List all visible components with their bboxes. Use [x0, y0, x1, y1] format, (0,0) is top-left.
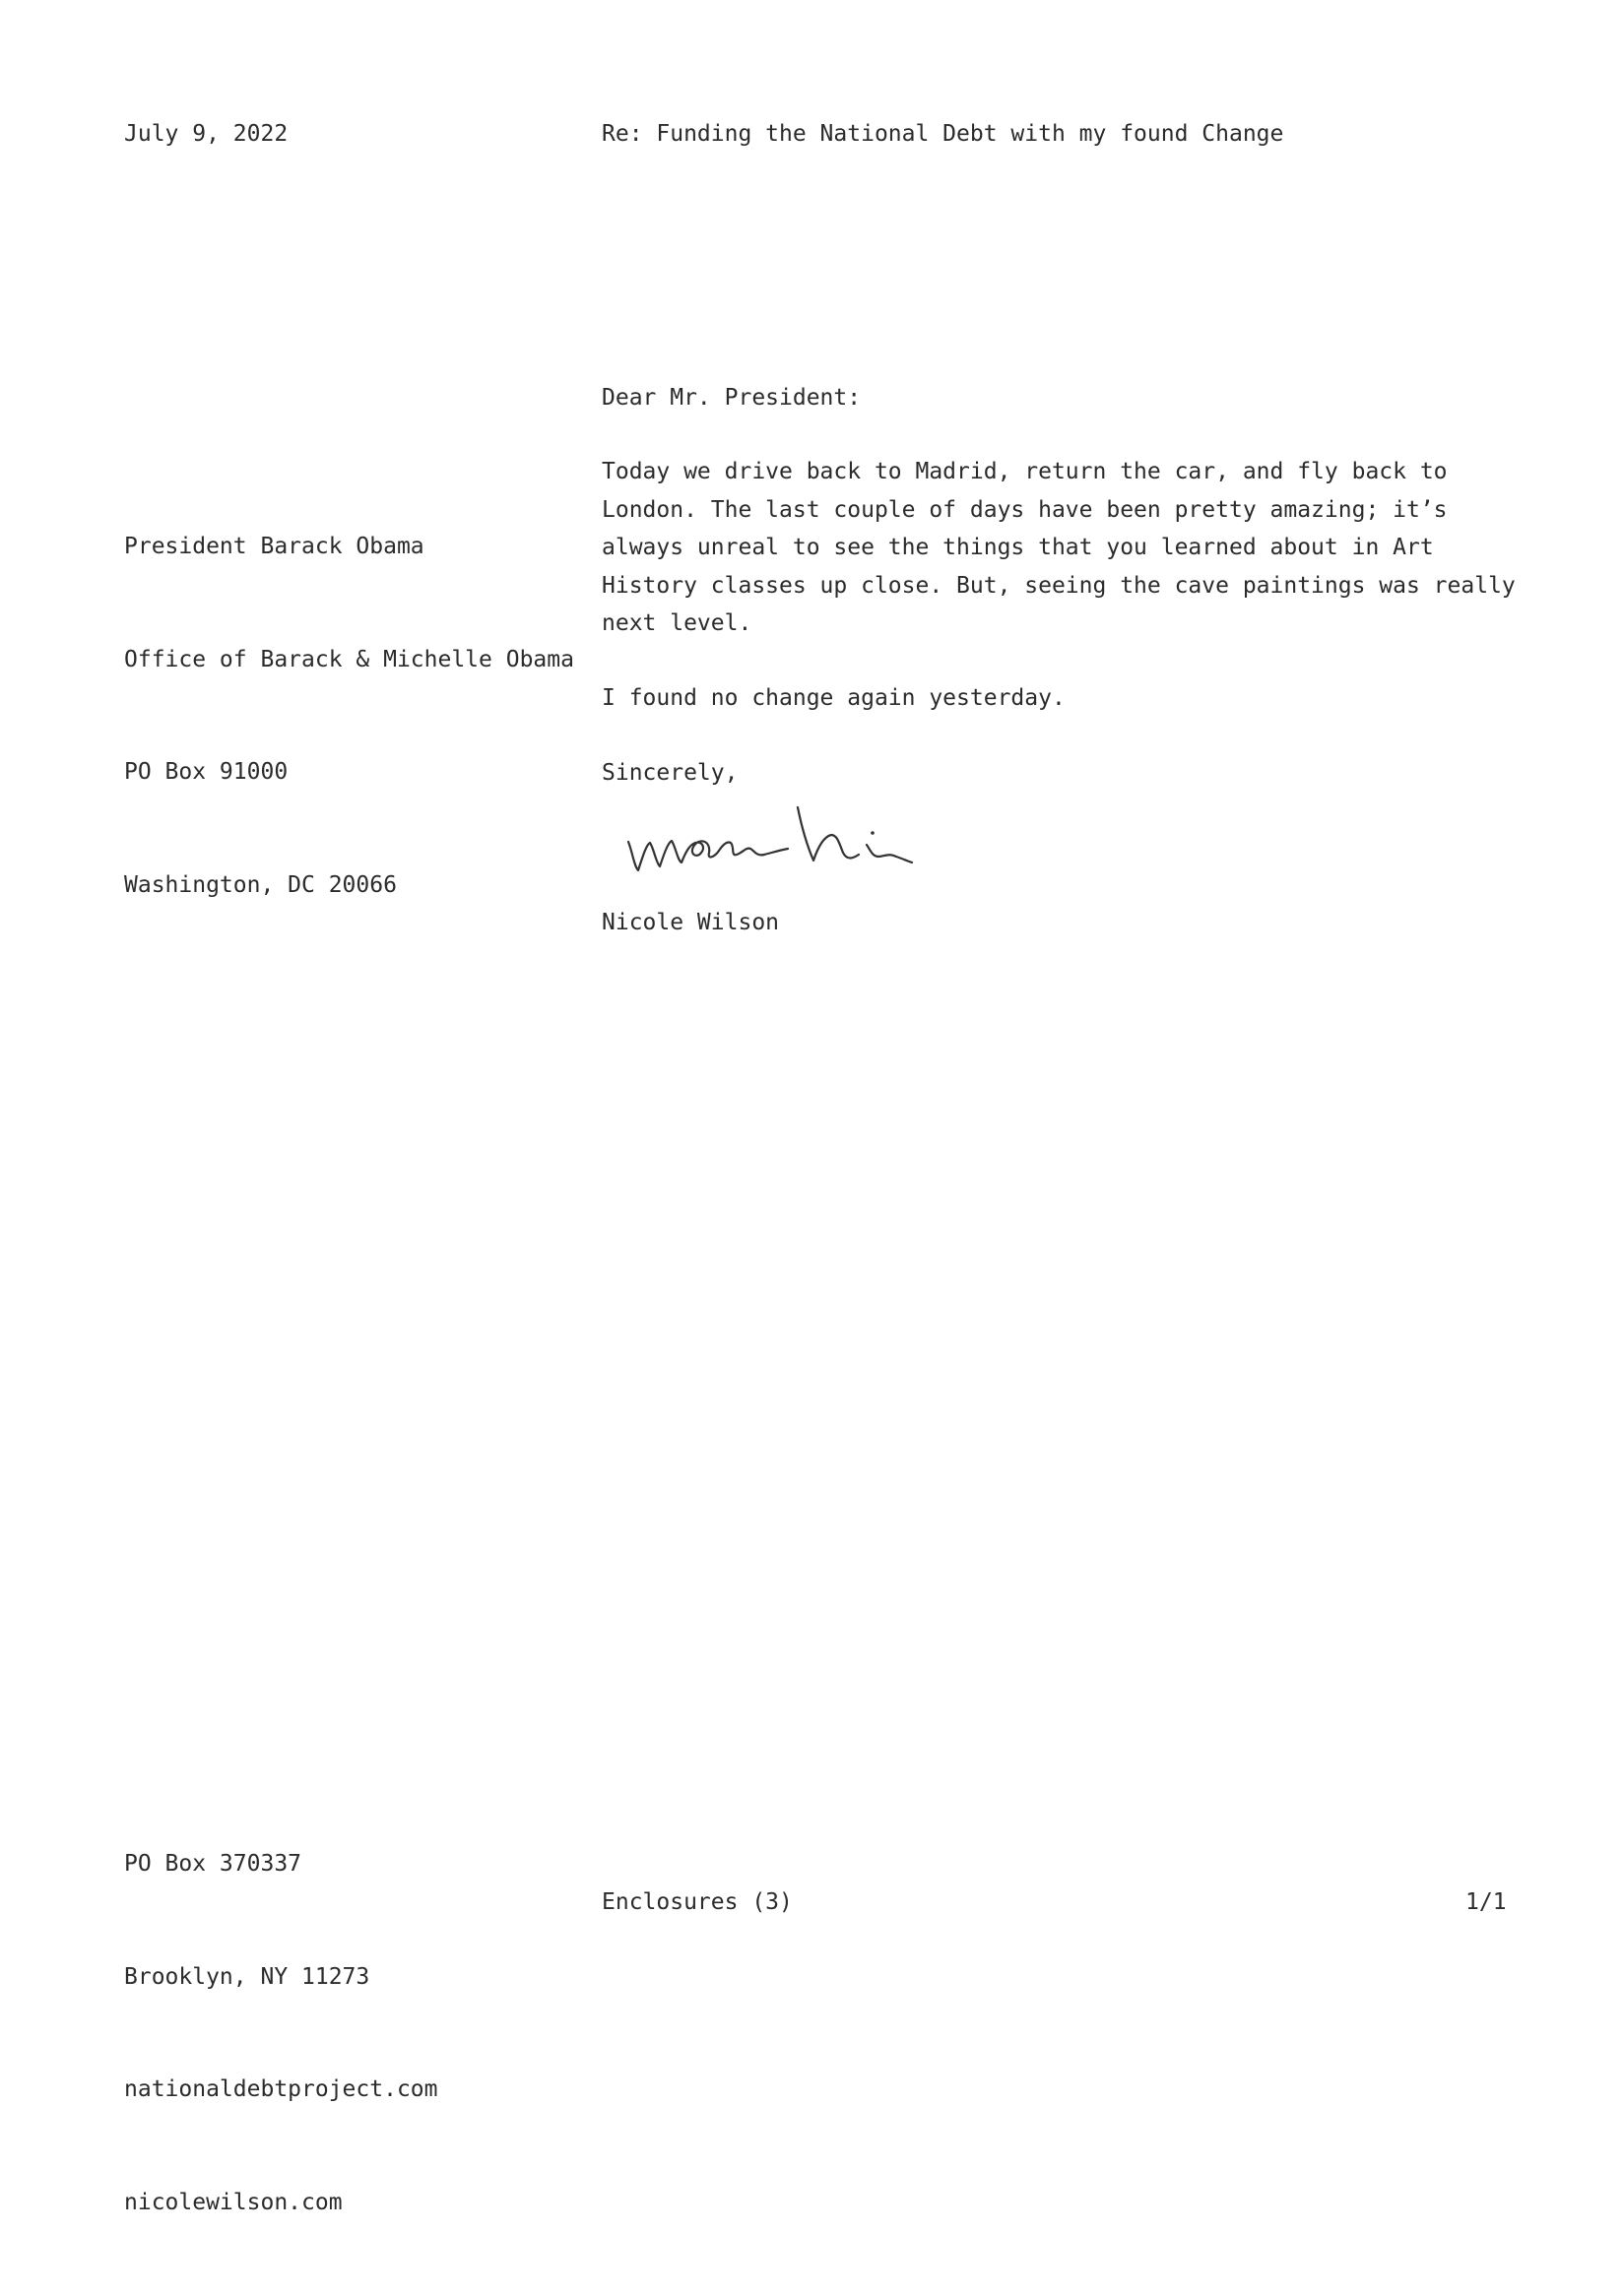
body-line: London. The last couple of days have been pretty amazing; it’s [602, 496, 1448, 523]
body-paragraph-2: I found no change again yesterday. [602, 685, 1066, 711]
body-line: Today we drive back to Madrid, return the car, and fly back to [602, 459, 1448, 484]
closing: Sincerely, [602, 760, 739, 786]
sender-address [124, 1770, 438, 2296]
sender-line: nationaldebtproject.com [124, 2076, 438, 2102]
sender-line: PO Box 370337 [124, 1851, 302, 1877]
recipient-line: Office of Barack & Michelle Obama [124, 646, 574, 672]
sender-line: nicolewilson.com [124, 2189, 343, 2215]
recipient-line: President Barack Obama [124, 534, 424, 559]
page-number: 1/1 [1465, 1889, 1507, 1915]
handwritten-signature [620, 797, 975, 886]
signer-name: Nicole Wilson [602, 910, 780, 935]
sender-line: Brooklyn, NY 11273 [124, 1963, 370, 1990]
enclosures-note: Enclosures (3) [602, 1889, 793, 1915]
letter-date: July 9, 2022 [124, 121, 289, 147]
recipient-address [124, 453, 574, 979]
body-paragraph-1 [602, 453, 1516, 643]
recipient-line: PO Box 91000 [124, 759, 289, 785]
letter-subject: Re: Funding the National Debt with my found Change [602, 121, 1284, 147]
body-line: always unreal to see the things that you learned about in Art [602, 535, 1434, 560]
salutation: Dear Mr. President: [602, 385, 862, 411]
recipient-line: Washington, DC 20066 [124, 871, 397, 898]
body-line: History classes up close. But, seeing the cave paintings was really [602, 572, 1516, 599]
body-line: next level. [602, 610, 752, 636]
